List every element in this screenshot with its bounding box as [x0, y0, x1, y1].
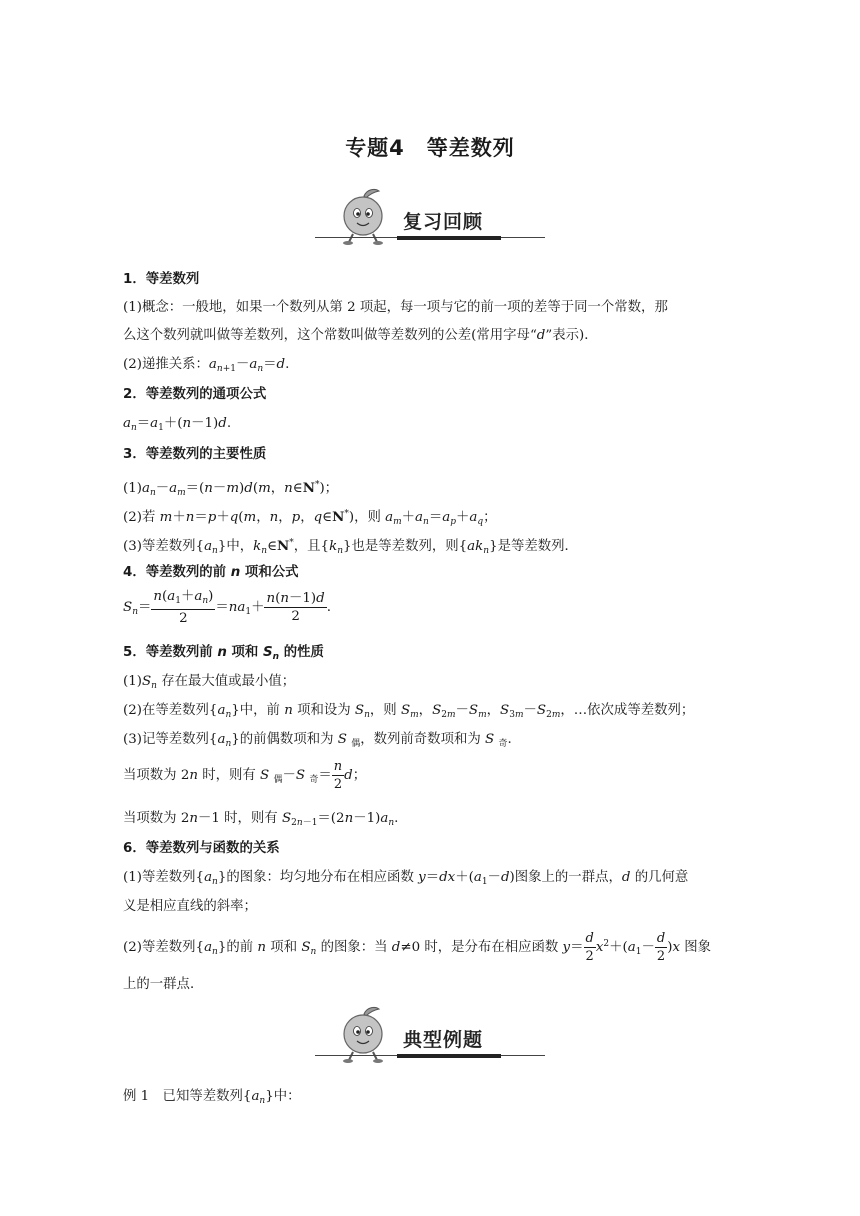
formula-line: (2)若 m＋n＝p＋q(m，n，p，q∈N*)，则 $a_m+a_n=a_p+a_q$；: [123, 509, 497, 527]
section-heading: 3．等差数列的主要性质: [123, 447, 267, 462]
formula-line: $a_n=a_1+(n-1)d$.: [123, 416, 232, 433]
formula-line: (3)记等差数列$\{a_n\}$的前偶数项和为 S $_偶$，数列前奇数项和为 S $_奇$.: [123, 732, 512, 749]
formula-line: (2)递推关系：$a_{n+1}-a_n=d$.: [123, 357, 290, 374]
section-banner-examples: [315, 1004, 545, 1064]
section-heading: 4．等差数列的前 n 项和公式: [123, 565, 299, 580]
paragraph-line: 上的一群点．: [123, 977, 204, 992]
formula-line: $S_n=$ $\frac{n(a_1+a_n)}{2}$ $=na_1+$ $\frac{n(n-1)d}{2}$ .: [123, 588, 331, 626]
formula-line: 当项数为 2n 时，则有 S $_偶$－S $_奇$＝ $\frac{n}{2}$ d；: [123, 758, 367, 792]
banner-label: 复习回顾: [403, 211, 484, 233]
banner-label: 典型例题: [403, 1029, 484, 1051]
page-title: 专题4 等差数列: [345, 136, 515, 160]
example-line: 例 1 已知等差数列$\{a_n\}$中：: [123, 1089, 301, 1106]
formula-line: $(1)a_n-a_m=(n-m)d(m$，n∈N*)；: [123, 480, 339, 498]
banner-underline: [397, 1054, 501, 1058]
section-heading: 1．等差数列: [123, 272, 200, 287]
paragraph-line: (1)概念：一般地，如果一个数列从第 2 项起，每一项与它的前一项的差等于同一个常数，那: [123, 300, 668, 315]
paragraph-line: 么这个数列就叫做等差数列，这个常数叫做等差数列的公差(常用字母“d”表示)．: [123, 328, 598, 343]
section-heading: 6．等差数列与函数的关系: [123, 841, 280, 856]
formula-line: (1)等差数列$\{a_n\}$的图象：均匀地分布在相应函数 $y=dx+(a_1-d)$图象上的一群点，d 的几何意: [123, 870, 689, 887]
section-banner-review: [315, 186, 545, 246]
section-heading: 2．等差数列的通项公式: [123, 387, 267, 402]
formula-line: 当项数为 2n－1 时，则有 $S_{2n-1}=(2n-1)a_n$.: [123, 811, 399, 828]
formula-line: (2)等差数列$\{a_n\}$的前 n 项和 $S_n$ 的图象：当 d≠0 时，是分布在相应函数 y＝ $\frac{d}{2}$ $x^2+(a_1-$ $\frac{d}{2}$ )x 图象: [123, 930, 712, 964]
paragraph-line: 义是相应直线的斜率；: [123, 899, 257, 914]
banner-underline: [397, 236, 501, 240]
formula-line: (3)等差数列$\{a_n\}$中，$k_n\in N^*$，且$\{k_n\}$也是等差数列，则$\{ak_n\}$是等差数列．: [123, 538, 578, 556]
section-heading: 5．等差数列前 n 项和 $S_n$ 的性质: [123, 645, 324, 662]
paragraph-line: $(1)S_n$ 存在最大值或最小值；: [123, 674, 296, 691]
formula-line: (2)在等差数列$\{a_n\}$中，前 n 项和设为 $S_n$，则 $S_m$，$S_{2m}-S_m$，$S_{3m}-S_{2m}$，…依次成等差数列；: [123, 703, 695, 720]
